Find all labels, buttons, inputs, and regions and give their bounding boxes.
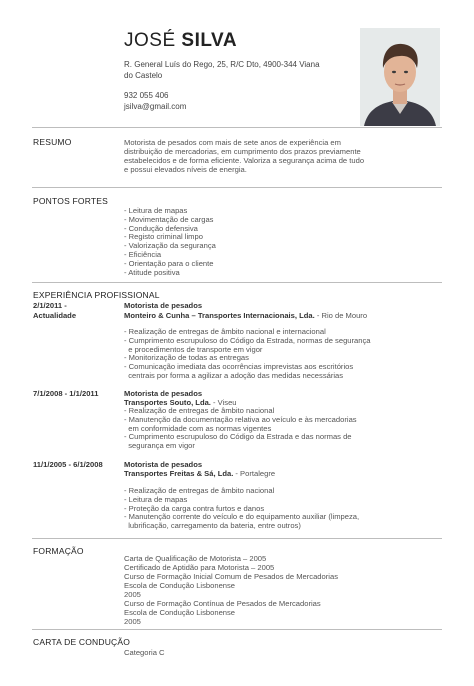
divider [32, 187, 442, 188]
company-location: - Portalegre [233, 469, 276, 478]
last-name: SILVA [181, 30, 238, 51]
section-title-pontos-fortes: PONTOS FORTES [33, 196, 109, 206]
divider [32, 629, 442, 630]
list-item: segurança em vigor [128, 441, 195, 451]
formacao-line: Escola de Condução Lisbonense [124, 608, 236, 617]
email: jsilva@gmail.com [124, 101, 187, 111]
list-item: - Monitorização de todas as entregas [124, 353, 249, 363]
formacao-line: Curso de Formação Inicial Comum de Pesados de Mercadorias [124, 572, 338, 581]
job-title: Motorista de pesados [124, 460, 203, 469]
address-line-1: R. General Luís do Rego, 25, R/C Dto, 4900-344 Viana [124, 60, 320, 69]
list-item: - Eficiência [124, 249, 162, 259]
divider [32, 538, 442, 539]
divider [32, 127, 442, 128]
job-bullets [124, 328, 371, 381]
carta-value: Categoria C [124, 648, 165, 657]
job-bullets [124, 407, 357, 451]
resumo-text [124, 138, 442, 174]
company-name: Transportes Freitas & Sá, Lda. [124, 469, 234, 478]
section-title-carta: CARTA DE CONDUÇÃO [33, 637, 131, 647]
section-title-resumo: RESUMO [33, 137, 72, 147]
list-item: - Valorização da segurança [124, 241, 216, 251]
job-date: 2/1/2011 - [33, 301, 67, 310]
section-title-experiencia: EXPERIÊNCIA PROFISSIONAL [33, 290, 160, 300]
list-item: lubrificação, carregamento da bateria, entre outros) [128, 521, 301, 531]
company-name: Monteiro & Cunha – Transportes Internacionais, Lda. [124, 311, 315, 320]
job-company [124, 311, 367, 320]
formacao-line: Certificado de Aptidão para Motorista – 2005 [124, 563, 275, 572]
list-item: - Registo criminal limpo [124, 232, 203, 242]
list-item: - Cumprimento escrupuloso do Código da Estrada e das normas de [124, 432, 352, 442]
company-name: Transportes Souto, Lda. [124, 398, 211, 407]
divider [32, 282, 442, 283]
company-location: - Viseu [210, 398, 237, 407]
formacao-line: Escola de Condução Lisbonense [124, 581, 236, 590]
job-date: 11/1/2005 - 6/1/2008 [33, 460, 103, 469]
list-item: e procedimentos de transporte em vigor [128, 344, 263, 354]
list-item: - Realização de entregas de âmbito nacional [124, 406, 275, 415]
resumo-line: Motorista de pesados com mais de sete anos de experiência em [124, 138, 341, 147]
address-line-2: do Castelo [124, 70, 163, 80]
job-bullets [124, 487, 359, 531]
job-date-end: Actualidade [33, 311, 77, 320]
list-item: - Atitude positiva [124, 267, 180, 277]
section-title-formacao: FORMAÇÃO [33, 546, 84, 556]
contact-block [124, 60, 364, 112]
resumo-line: distribuição de mercadorias, em cumprimento dos prazos previamente [124, 147, 361, 156]
list-item: - Realização de entregas de âmbito nacional [124, 486, 275, 495]
company-location: - Rio de Mouro [314, 311, 368, 320]
list-item: - Orientação para o cliente [124, 258, 214, 268]
strengths-list [124, 207, 216, 277]
list-item: centrais por forma a agilizar a adoção das medidas necessárias [128, 370, 344, 380]
formacao-line: Curso de Formação Contínua de Pesados de Mercadorias [124, 599, 321, 608]
job-company [124, 469, 275, 478]
resumo-line: estabelecidos e de forma eficiente. Valoriza a segurança acima de tudo [124, 156, 365, 165]
formacao-line: 2005 [124, 590, 141, 599]
list-item: em conformidade com as normas vigentes [128, 423, 272, 433]
candidate-name [124, 30, 237, 52]
job-date: 7/1/2008 - 1/1/2011 [33, 389, 99, 398]
list-item: - Proteção da carga contra furtos e danos [124, 503, 265, 513]
list-item: - Manutenção da documentação relativa ao veículo e às mercadorias [124, 414, 357, 424]
first-name: JOSÉ [124, 30, 176, 51]
list-item: - Movimentação de cargas [124, 214, 214, 224]
list-item: - Leitura de mapas [124, 494, 188, 504]
list-item: - Cumprimento escrupuloso do Código da Estrada, normas de segurança [124, 335, 371, 345]
formacao-line: 2005 [124, 617, 141, 626]
job-title: Motorista de pesados [124, 301, 203, 310]
list-item: - Realização de entregas de âmbito nacional e internacional [124, 327, 326, 336]
phone: 932 055 406 [124, 91, 169, 100]
formacao-list [124, 554, 338, 626]
job-title: Motorista de pesados [124, 389, 203, 398]
resumo-line: e possui elevados níveis de energia. [124, 165, 247, 174]
list-item: - Comunicação imediata das ocorrências imprevistas aos escritórios [124, 362, 354, 372]
list-item: - Manutenção corrente do veículo e do equipamento auxiliar (limpeza, [124, 512, 360, 522]
list-item: - Leitura de mapas [124, 206, 188, 215]
list-item: - Condução defensiva [124, 223, 198, 233]
profile-photo [360, 28, 440, 126]
formacao-line: Carta de Qualificação de Motorista – 2005 [124, 554, 267, 563]
